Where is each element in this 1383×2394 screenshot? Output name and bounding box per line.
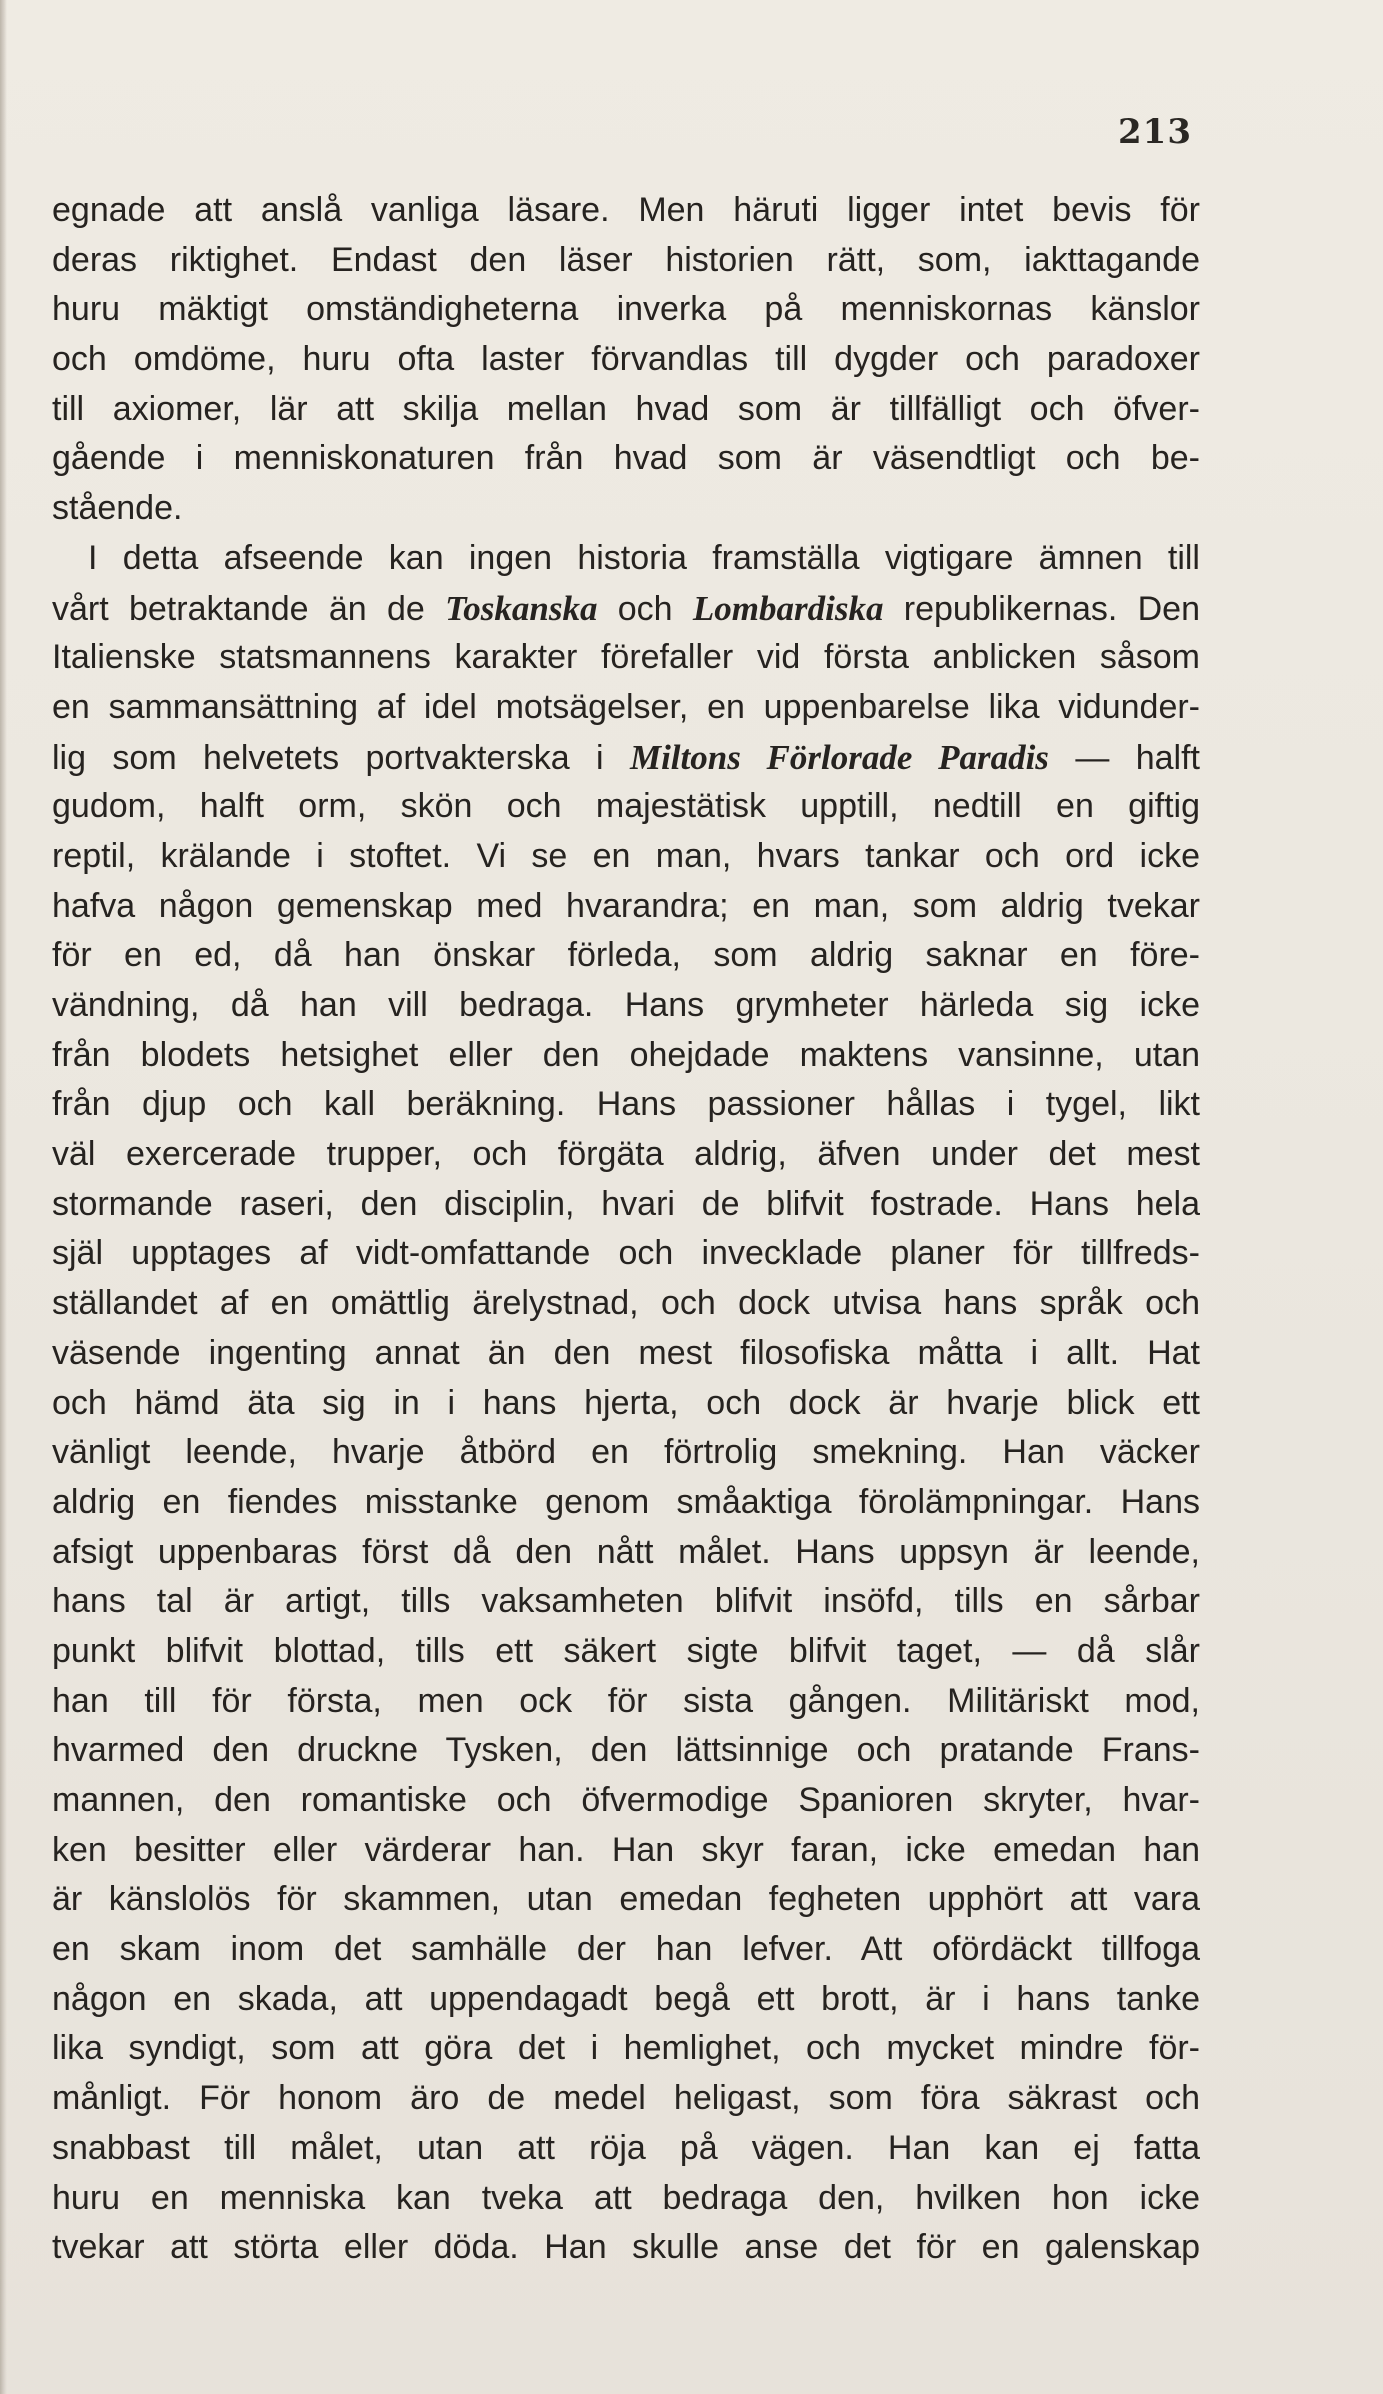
page-number: 213 xyxy=(1118,112,1192,152)
text-line: I detta afseende kan ingen historia framställa vigtigare ämnen till xyxy=(88,538,1200,577)
text-line: aldrig en fiendes misstanke genom småaktiga förolämpningar. Hans xyxy=(52,1482,1200,1521)
text-line: stormande raseri, den disciplin, hvari de blifvit fostrade. Hans hela xyxy=(52,1184,1200,1223)
line-segment: — halft xyxy=(1048,738,1200,777)
text-line: punkt blifvit blottad, tills ett säkert sigte blifvit taget, — då slår xyxy=(52,1631,1200,1670)
text-line: är känslolös för skammen, utan emedan fegheten upphört att vara xyxy=(52,1880,1200,1919)
text-line: månligt. För honom äro de medel heligast, som föra säkrast och xyxy=(52,2079,1200,2118)
text-line: huru en menniska kan tveka att bedraga den, hvilken hon icke xyxy=(52,2178,1200,2217)
text-line: väsende ingenting annat än den mest filosofiska måtta i allt. Hat xyxy=(52,1333,1200,1372)
text-line: ställandet af en omättlig ärelystnad, och dock utvisa hans språk och xyxy=(52,1284,1200,1323)
text-line: afsigt uppenbaras först då den nått målet. Hans uppsyn är leende, xyxy=(52,1532,1200,1571)
line-segment: republikernas. Den xyxy=(883,589,1200,628)
page-binding-edge xyxy=(0,0,7,2394)
text-line: själ upptages af vidt-omfattande och invecklade planer för tillfreds- xyxy=(52,1234,1200,1273)
text-line: mannen, den romantiske och öfvermodige Spanioren skryter, hvar- xyxy=(52,1781,1200,1819)
text-line: för en ed, då han önskar förleda, som aldrig saknar en före- xyxy=(52,936,1200,975)
text-line: han till för första, men ock för sista gången. Militäriskt mod, xyxy=(52,1681,1200,1720)
text-line: en skam inom det samhälle der han lefver. Att ofördäckt tillfoga xyxy=(52,1930,1200,1969)
body-text xyxy=(52,186,1200,2273)
text-line: vändning, då han vill bedraga. Hans grymheter härleda sig icke xyxy=(52,986,1200,1024)
text-line: väl exercerade trupper, och förgäta aldrig, äfven under det mest xyxy=(52,1135,1200,1174)
text-line: tvekar att störta eller döda. Han skulle anse det för en galenskap xyxy=(52,2228,1200,2267)
text-line: och omdöme, huru ofta laster förvandlas till dygder och paradoxer xyxy=(52,340,1200,379)
text-line: gudom, halft orm, skön och majestätisk upptill, nedtill en giftig xyxy=(52,787,1200,826)
text-line: hans tal är artigt, tills vaksamheten blifvit insöfd, tills en sårbar xyxy=(52,1582,1200,1621)
text-line: hafva någon gemenskap med hvarandra; en man, som aldrig tvekar xyxy=(52,886,1200,925)
text-line: lika syndigt, som att göra det i hemlighet, och mycket mindre för- xyxy=(52,2029,1200,2068)
line-segment: och xyxy=(597,589,693,628)
text-line: och hämd äta sig in i hans hjerta, och dock är hvarje blick ett xyxy=(52,1383,1200,1422)
text-line: hvarmed den druckne Tysken, den lättsinnige och pratande Frans- xyxy=(52,1731,1200,1770)
text-line: Italienske statsmannens karakter förefaller vid första anblicken såsom xyxy=(52,638,1200,677)
text-line: gående i menniskonaturen från hvad som är väsendtligt och be- xyxy=(52,439,1200,478)
italic-title: Miltons Förlorade Paradis xyxy=(629,737,1049,777)
text-line: till axiomer, lär att skilja mellan hvad som är tillfälligt och öfver- xyxy=(52,389,1200,428)
text-line: deras riktighet. Endast den läser historien rätt, som, iakttagande xyxy=(52,240,1200,279)
text-line: från djup och kall beräkning. Hans passioner hållas i tygel, likt xyxy=(52,1085,1200,1124)
text-line xyxy=(52,584,1200,634)
line-segment: vårt betraktande än de xyxy=(52,589,446,628)
text-line: en sammansättning af idel motsägelser, en uppenbarelse lika vidunder- xyxy=(52,687,1200,726)
text-line: från blodets hetsighet eller den ohejdade maktens vansinne, utan xyxy=(52,1035,1200,1074)
italic-title: Toskanska xyxy=(445,588,598,628)
text-line: vänligt leende, hvarje åtbörd en förtrolig smekning. Han väcker xyxy=(52,1433,1200,1472)
text-line: reptil, krälande i stoftet. Vi se en man, hvars tankar och ord icke xyxy=(52,836,1200,875)
text-line: egnade att anslå vanliga läsare. Men häruti ligger intet bevis för xyxy=(52,191,1200,229)
text-line: ken besitter eller värderar han. Han skyr faran, icke emedan han xyxy=(52,1830,1200,1869)
text-line: snabbast till målet, utan att röja på vägen. Han kan ej fatta xyxy=(52,2128,1200,2167)
text-line: någon en skada, att uppendagadt begå ett brott, är i hans tanke xyxy=(52,1979,1200,2018)
line-segment: lig som helvetets portvakterska i xyxy=(52,738,630,777)
text-line: stående. xyxy=(52,489,183,528)
italic-title: Lombardiska xyxy=(692,588,884,628)
text-line xyxy=(52,733,1200,783)
text-line: huru mäktigt omständigheterna inverka på menniskornas känslor xyxy=(52,290,1200,329)
